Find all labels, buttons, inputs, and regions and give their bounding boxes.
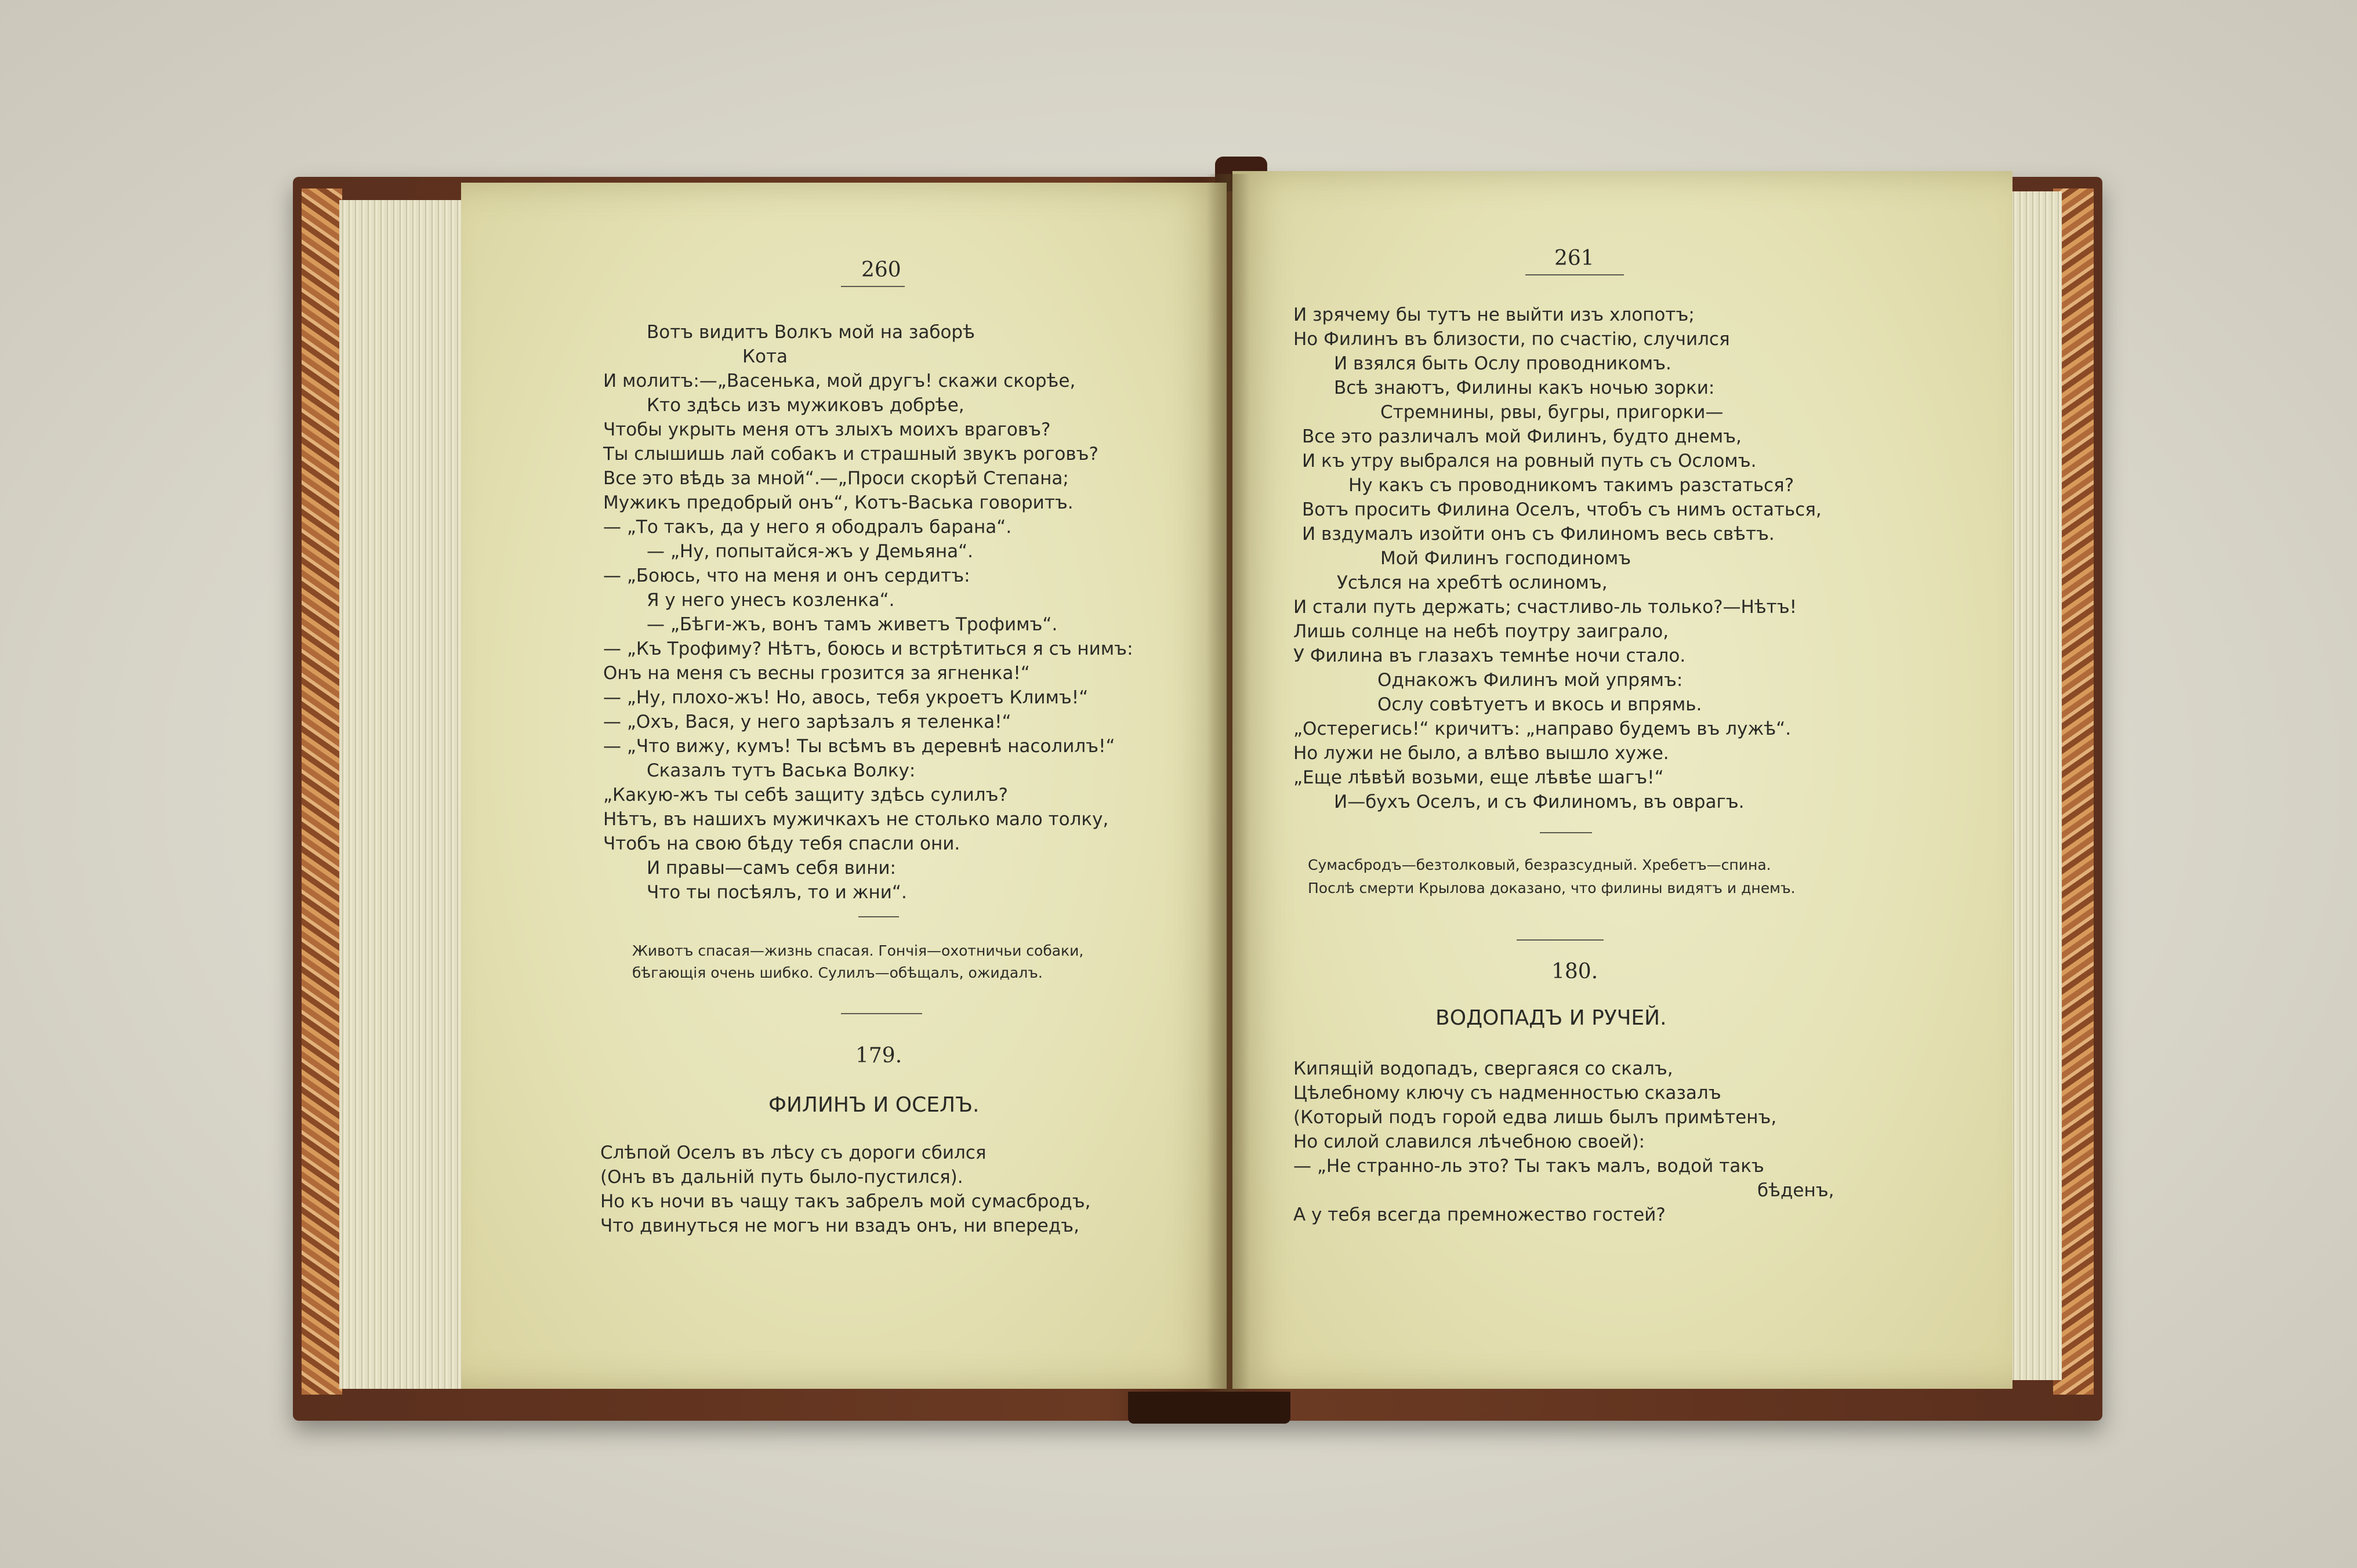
fable-line: бѣденъ, xyxy=(1757,1180,1834,1201)
poem-line: И молитъ:—„Васенька, мой другъ! скажи скорѣе, xyxy=(603,371,1076,391)
poem-line: — „Ну, попытайся-жъ у Демьяна“. xyxy=(647,541,973,562)
fable-line: Но силой славился лѣчебною своей): xyxy=(1293,1131,1645,1152)
poem-line: Все это различалъ мой Филинъ, будто днемъ, xyxy=(1302,426,1742,447)
poem-line: Я у него унесъ козленка“. xyxy=(647,590,895,611)
footnote-line: Послѣ смерти Крылова доказано, что филины видятъ и днемъ. xyxy=(1308,880,1796,896)
page-number: 260 xyxy=(861,258,901,282)
poem-line: И—бухъ Оселъ, и съ Филиномъ, въ оврагъ. xyxy=(1334,792,1745,812)
poem-line: И взялся быть Ослу проводникомъ. xyxy=(1334,353,1671,374)
poem-line: Ты слышишь лай собакъ и страшный звукъ роговъ? xyxy=(603,444,1099,464)
page-number-rule xyxy=(1525,274,1624,275)
poem-line: Чтобы укрыть меня отъ злыхъ моихъ враговъ? xyxy=(603,419,1051,440)
poem-line: — „Боюсь, что на меня и онъ сердитъ: xyxy=(603,565,970,586)
poem-line: — „Что вижу, кумъ! Ты всѣмъ въ деревнѣ насолилъ!“ xyxy=(603,736,1115,757)
poem-line: — „То такъ, да у него я ободралъ барана“. xyxy=(603,517,1012,538)
fable-line: (Который подъ горой едва лишь былъ примѣтенъ, xyxy=(1293,1107,1777,1128)
poem-line: Но Филинъ въ близости, по счастію, случился xyxy=(1293,329,1730,350)
fable-line: Цѣлебному ключу съ надменностью сказалъ xyxy=(1293,1083,1721,1104)
fable-title: ВОДОПАДЪ И РУЧЕЙ. xyxy=(1435,1006,1667,1030)
fable-line: Но къ ночи въ чащу такъ забрелъ мой сумасбродъ, xyxy=(600,1191,1091,1212)
poem-line: Чтобъ на свою бѣду тебя спасли они. xyxy=(603,833,960,854)
separator-rule xyxy=(841,1013,922,1014)
fable-title: ФИЛИНЪ И ОСЕЛЪ. xyxy=(768,1093,980,1117)
fable-number: 180. xyxy=(1551,960,1598,983)
left-page xyxy=(461,183,1227,1389)
page-edges-left xyxy=(339,200,464,1389)
separator-rule xyxy=(1517,939,1604,941)
poem-line: Кота xyxy=(742,346,788,367)
footnote-line: бѣгающія очень шибко. Сулилъ—обѣщалъ, ожидалъ. xyxy=(632,964,1043,981)
poem-line: Онъ на меня съ весны грозится за ягненка!“ xyxy=(603,663,1030,684)
poem-line: „Остерегись!“ кричитъ: „направо будемъ въ лужѣ“. xyxy=(1293,718,1792,739)
poem-line: И зрячему бы тутъ не выйти изъ хлопотъ; xyxy=(1293,304,1695,325)
poem-line: Нѣтъ, въ нашихъ мужичкахъ не столько мало толку, xyxy=(603,809,1109,830)
separator-rule xyxy=(1540,832,1592,833)
poem-line: У Филина въ глазахъ темнѣе ночи стало. xyxy=(1293,645,1686,666)
book-spine-bottom xyxy=(1128,1392,1290,1424)
page-edges-right xyxy=(2004,191,2062,1380)
poem-line: — „Охъ, Вася, у него зарѣзалъ я теленка!“ xyxy=(603,712,1011,732)
poem-line: И вздумалъ изойти онъ съ Филиномъ весь свѣтъ. xyxy=(1302,524,1775,545)
poem-line: Что ты посѣялъ, то и жни“. xyxy=(647,882,907,903)
fable-number: 179. xyxy=(855,1044,902,1068)
poem-line: „Еще лѣвѣй возьми, еще лѣвѣе шагъ!“ xyxy=(1293,767,1664,788)
poem-line: Все это вѣдь за мной“.—„Проси скорѣй Степана; xyxy=(603,468,1069,489)
poem-line: — „Ну, плохо-жъ! Но, авось, тебя укроетъ Климъ!“ xyxy=(603,687,1089,708)
poem-line: Мой Филинъ господиномъ xyxy=(1380,548,1631,569)
fable-line: (Онъ въ дальній путь было-пустился). xyxy=(600,1167,963,1188)
poem-line: „Какую-жъ ты себѣ защиту здѣсь сулилъ? xyxy=(603,785,1008,805)
footnote-line: Животъ спасая—жизнь спасая. Гончія—охотничьи собаки, xyxy=(632,942,1084,959)
poem-line: Всѣ знаютъ, Филины какъ ночью зорки: xyxy=(1334,378,1715,398)
poem-line: Вотъ видитъ Волкъ мой на заборѣ xyxy=(647,322,975,343)
poem-line: Усѣлся на хребтѣ ослиномъ, xyxy=(1337,572,1608,593)
fable-line: Кипящій водопадъ, свергаяся со скалъ, xyxy=(1293,1058,1673,1079)
poem-line: Однакожъ Филинъ мой упрямъ: xyxy=(1377,670,1683,691)
separator-rule xyxy=(858,916,899,917)
poem-line: — „Къ Трофиму? Нѣтъ, боюсь и встрѣтиться я съ нимъ: xyxy=(603,638,1133,659)
footnote-line: Сумасбродъ—безтолковый, безразсудный. Хребетъ—спина. xyxy=(1308,856,1771,873)
poem-line: Кто здѣсь изъ мужиковъ добрѣе, xyxy=(647,395,964,416)
poem-line: И къ утру выбрался на ровный путь съ Осломъ. xyxy=(1302,451,1757,471)
fable-line: Слѣпой Оселъ въ лѣсу съ дороги сбился xyxy=(600,1142,987,1163)
poem-line: — „Бѣги-жъ, вонъ тамъ живетъ Трофимъ“. xyxy=(647,614,1058,635)
poem-line: Лишь солнце на небѣ поутру заиграло, xyxy=(1293,621,1669,642)
poem-line: Вотъ просить Филина Оселъ, чтобъ съ нимъ остаться, xyxy=(1302,499,1822,520)
poem-line: И стали путь держать; счастливо-ль только?—Нѣтъ! xyxy=(1293,597,1797,618)
fable-line: — „Не странно-ль это? Ты такъ малъ, водой такъ xyxy=(1293,1156,1764,1177)
poem-line: Стремнины, рвы, бугры, пригорки— xyxy=(1380,402,1724,423)
poem-line: Мужикъ предобрый онъ“, Котъ-Васька говоритъ. xyxy=(603,492,1074,513)
book-gutter-shadow xyxy=(1206,174,1250,1392)
poem-line: Ну какъ съ проводникомъ такимъ разстаться? xyxy=(1348,475,1794,496)
fable-line: А у тебя всегда премножество гостей? xyxy=(1293,1204,1666,1225)
poem-line: И правы—самъ себя вини: xyxy=(647,858,896,879)
poem-line: Ослу совѣтуетъ и вкось и впрямь. xyxy=(1377,694,1702,715)
page-number: 261 xyxy=(1554,246,1594,270)
poem-line: Сказалъ тутъ Васька Волку: xyxy=(647,760,916,781)
fable-line: Что двинуться не могъ ни взадъ онъ, ни впередъ, xyxy=(600,1215,1079,1236)
poem-line: Но лужи не было, а влѣво вышло хуже. xyxy=(1293,743,1669,764)
right-page xyxy=(1232,171,2012,1389)
marbled-endpaper-left xyxy=(302,188,342,1395)
page-number-rule xyxy=(841,286,905,287)
